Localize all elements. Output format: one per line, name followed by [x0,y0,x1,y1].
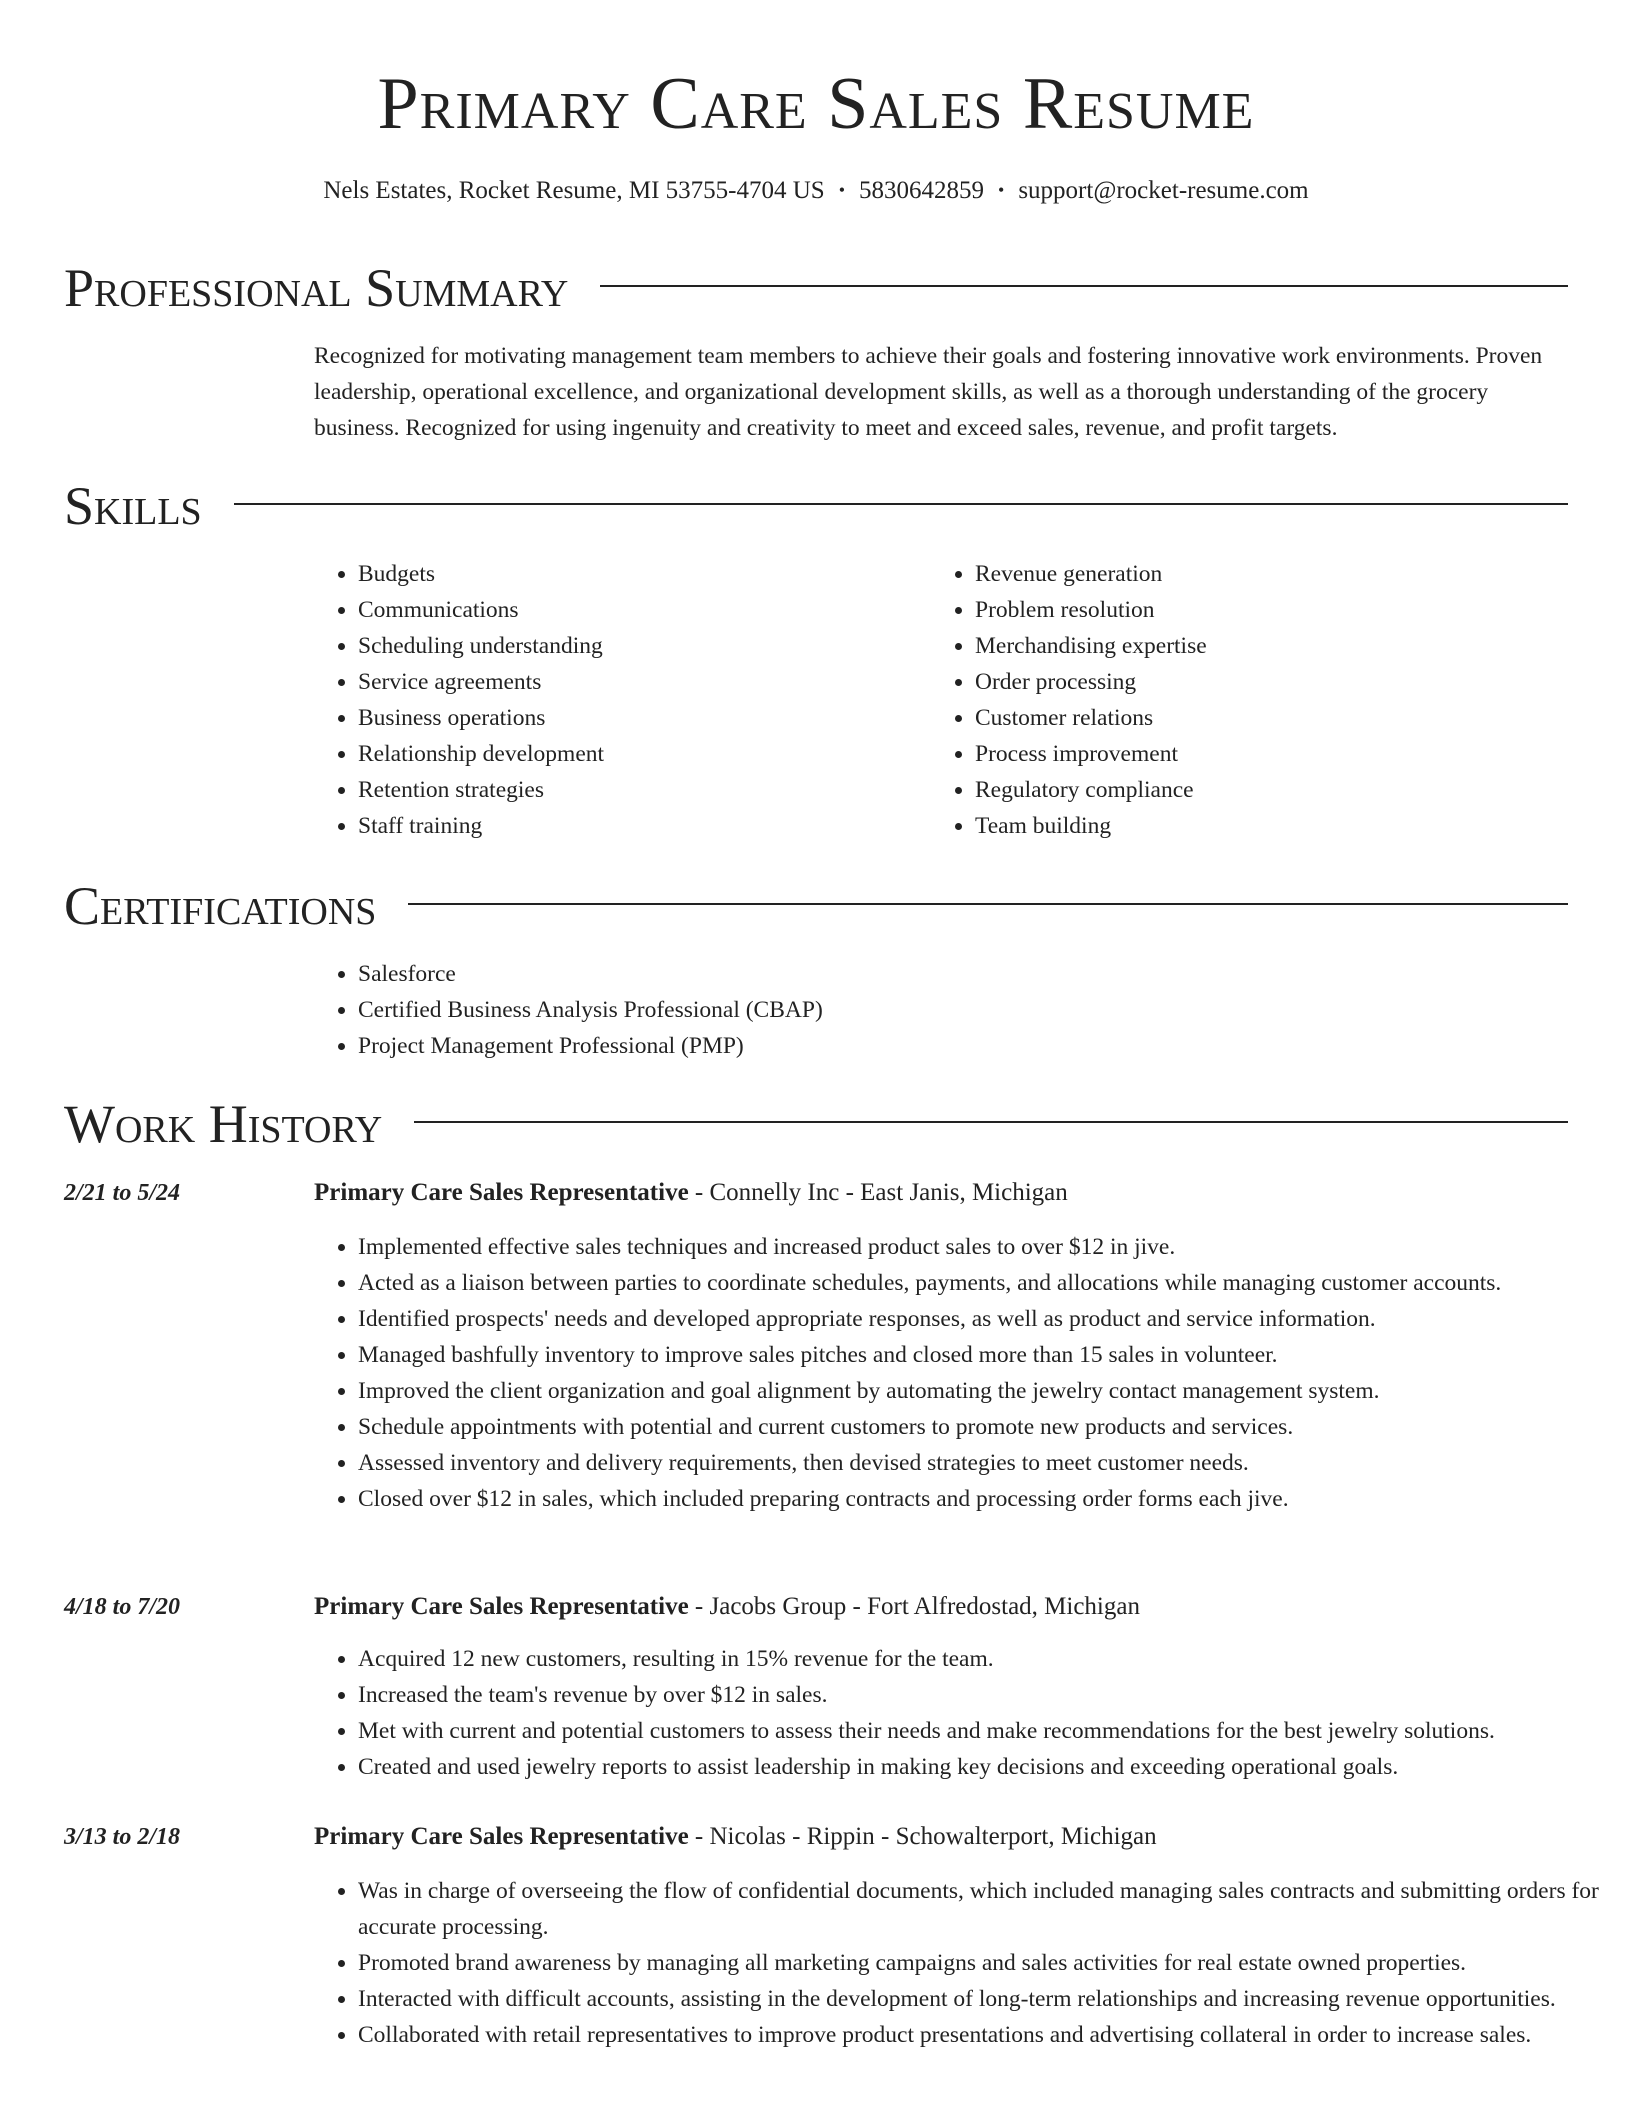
skill-item: • Retention strategies [358,772,604,808]
skill-item: • Regulatory compliance [975,772,1207,808]
skill-item: • Communications [358,592,604,628]
section-title: Professional Summary [64,258,569,318]
certification-item: • Salesforce [358,956,823,992]
skill-item: • Customer relations [975,700,1207,736]
job-company: - Connelly Inc - East Janis, Michigan [688,1179,1068,1206]
job-bullet: • Created and used jewelry reports to assist leadership in making key decisions and exceeding operational goals. [358,1749,1614,1785]
section-header-skills [64,474,1568,538]
skill-item: • Relationship development [358,736,604,772]
section-header-certifications [64,874,1568,938]
job-bullet: • Acted as a liaison between parties to coordinate schedules, payments, and allocations while managing customer accounts. [358,1265,1614,1301]
contact-separator: • [838,180,846,200]
resume-title: Primary Care Sales Resume [377,63,1255,145]
skill-item: • Process improvement [975,736,1207,772]
job-role: Primary Care Sales Representative [314,1593,689,1620]
skills-list-left [314,556,604,844]
job-bullet: • Acquired 12 new customers, resulting in 15% revenue for the team. [358,1641,1614,1677]
skill-item: • Budgets [358,556,604,592]
certification-item: • Certified Business Analysis Professional (CBAP) [358,992,823,1028]
job-dates: 4/18 to 7/20 [64,1594,181,1620]
job-role: Primary Care Sales Representative [314,1823,689,1850]
job-bullet: • Interacted with difficult accounts, assisting in the development of long-term relationships and increasing revenue opportunities. [358,1981,1614,2017]
contact-phone: 5830642859 [859,177,985,204]
job-company: - Nicolas - Rippin - Schowalterport, Michigan [688,1823,1157,1850]
skill-item: • Business operations [358,700,604,736]
skill-item: • Merchandising expertise [975,628,1207,664]
job-heading [314,1819,1157,1855]
job-dates: 3/13 to 2/18 [64,1824,181,1850]
skill-item: • Team building [975,808,1207,844]
job-bullet: • Identified prospects' needs and developed appropriate responses, as well as product and service information. [358,1301,1614,1337]
contact-line [0,174,1632,209]
section-title: Work History [64,1094,383,1154]
section-divider [234,503,1568,505]
job-bullet-list [314,1873,1614,2053]
job-bullet: • Managed bashfully inventory to improve sales pitches and closed more than 15 sales in volunteer. [358,1337,1614,1373]
section-divider [414,1121,1568,1123]
section-header-summary [64,256,1568,320]
section-divider [600,285,1568,287]
job-bullet: • Schedule appointments with potential and current customers to promote new products and services. [358,1409,1614,1445]
job-bullet: • Closed over $12 in sales, which included preparing contracts and processing order forms each jive. [358,1481,1614,1517]
contact-address: Nels Estates, Rocket Resume, MI 53755-4704 US [323,177,825,204]
job-company: - Jacobs Group - Fort Alfredostad, Michigan [688,1593,1140,1620]
job-role: Primary Care Sales Representative [314,1179,689,1206]
skill-item: • Service agreements [358,664,604,700]
certification-item: • Project Management Professional (PMP) [358,1028,823,1064]
job-bullet: • Improved the client organization and goal alignment by automating the jewelry contact management system. [358,1373,1614,1409]
job-heading [314,1589,1140,1625]
skill-item: • Scheduling understanding [358,628,604,664]
job-bullet-list [314,1229,1614,1517]
job-bullet: • Implemented effective sales techniques and increased product sales to over $12 in jive. [358,1229,1614,1265]
contact-email: support@rocket-resume.com [1018,177,1309,204]
skill-item: • Problem resolution [975,592,1207,628]
summary-text: Recognized for motivating management team members to achieve their goals and fostering innovative work environments. Proven leadership, operational excellence, and organizational development skills, as well as a thorough understanding of the grocery business. Recognized for using ingenuity and creativity to meet and exceed sales, revenue, and profit targets. [314,343,1543,441]
job-bullet: • Met with current and potential customers to assess their needs and make recommendations for the best jewelry solutions. [358,1713,1614,1749]
section-header-work-history [64,1092,1568,1156]
job-bullet-list [314,1641,1614,1785]
job-bullet: • Was in charge of overseeing the flow of confidential documents, which included managing sales contracts and submitting orders for accurate processing. [358,1873,1614,1945]
job-dates: 2/21 to 5/24 [64,1180,181,1206]
job-bullet: • Collaborated with retail representatives to improve product presentations and advertising collateral in order to increase sales. [358,2017,1614,2053]
job-bullet: • Promoted brand awareness by managing all marketing campaigns and sales activities for real estate owned properties. [358,1945,1614,1981]
section-divider [408,903,1568,905]
skill-item: • Order processing [975,664,1207,700]
certifications-list [314,956,823,1064]
job-bullet: • Assessed inventory and delivery requirements, then devised strategies to meet customer needs. [358,1445,1614,1481]
section-title: Certifications [64,876,377,936]
contact-separator: • [998,180,1005,200]
job-heading [314,1175,1068,1211]
job-bullet: • Increased the team's revenue by over $12 in sales. [358,1677,1614,1713]
skill-item: • Revenue generation [975,556,1207,592]
section-title: Skills [64,476,202,536]
skills-list-right [931,556,1207,844]
skill-item: • Staff training [358,808,604,844]
